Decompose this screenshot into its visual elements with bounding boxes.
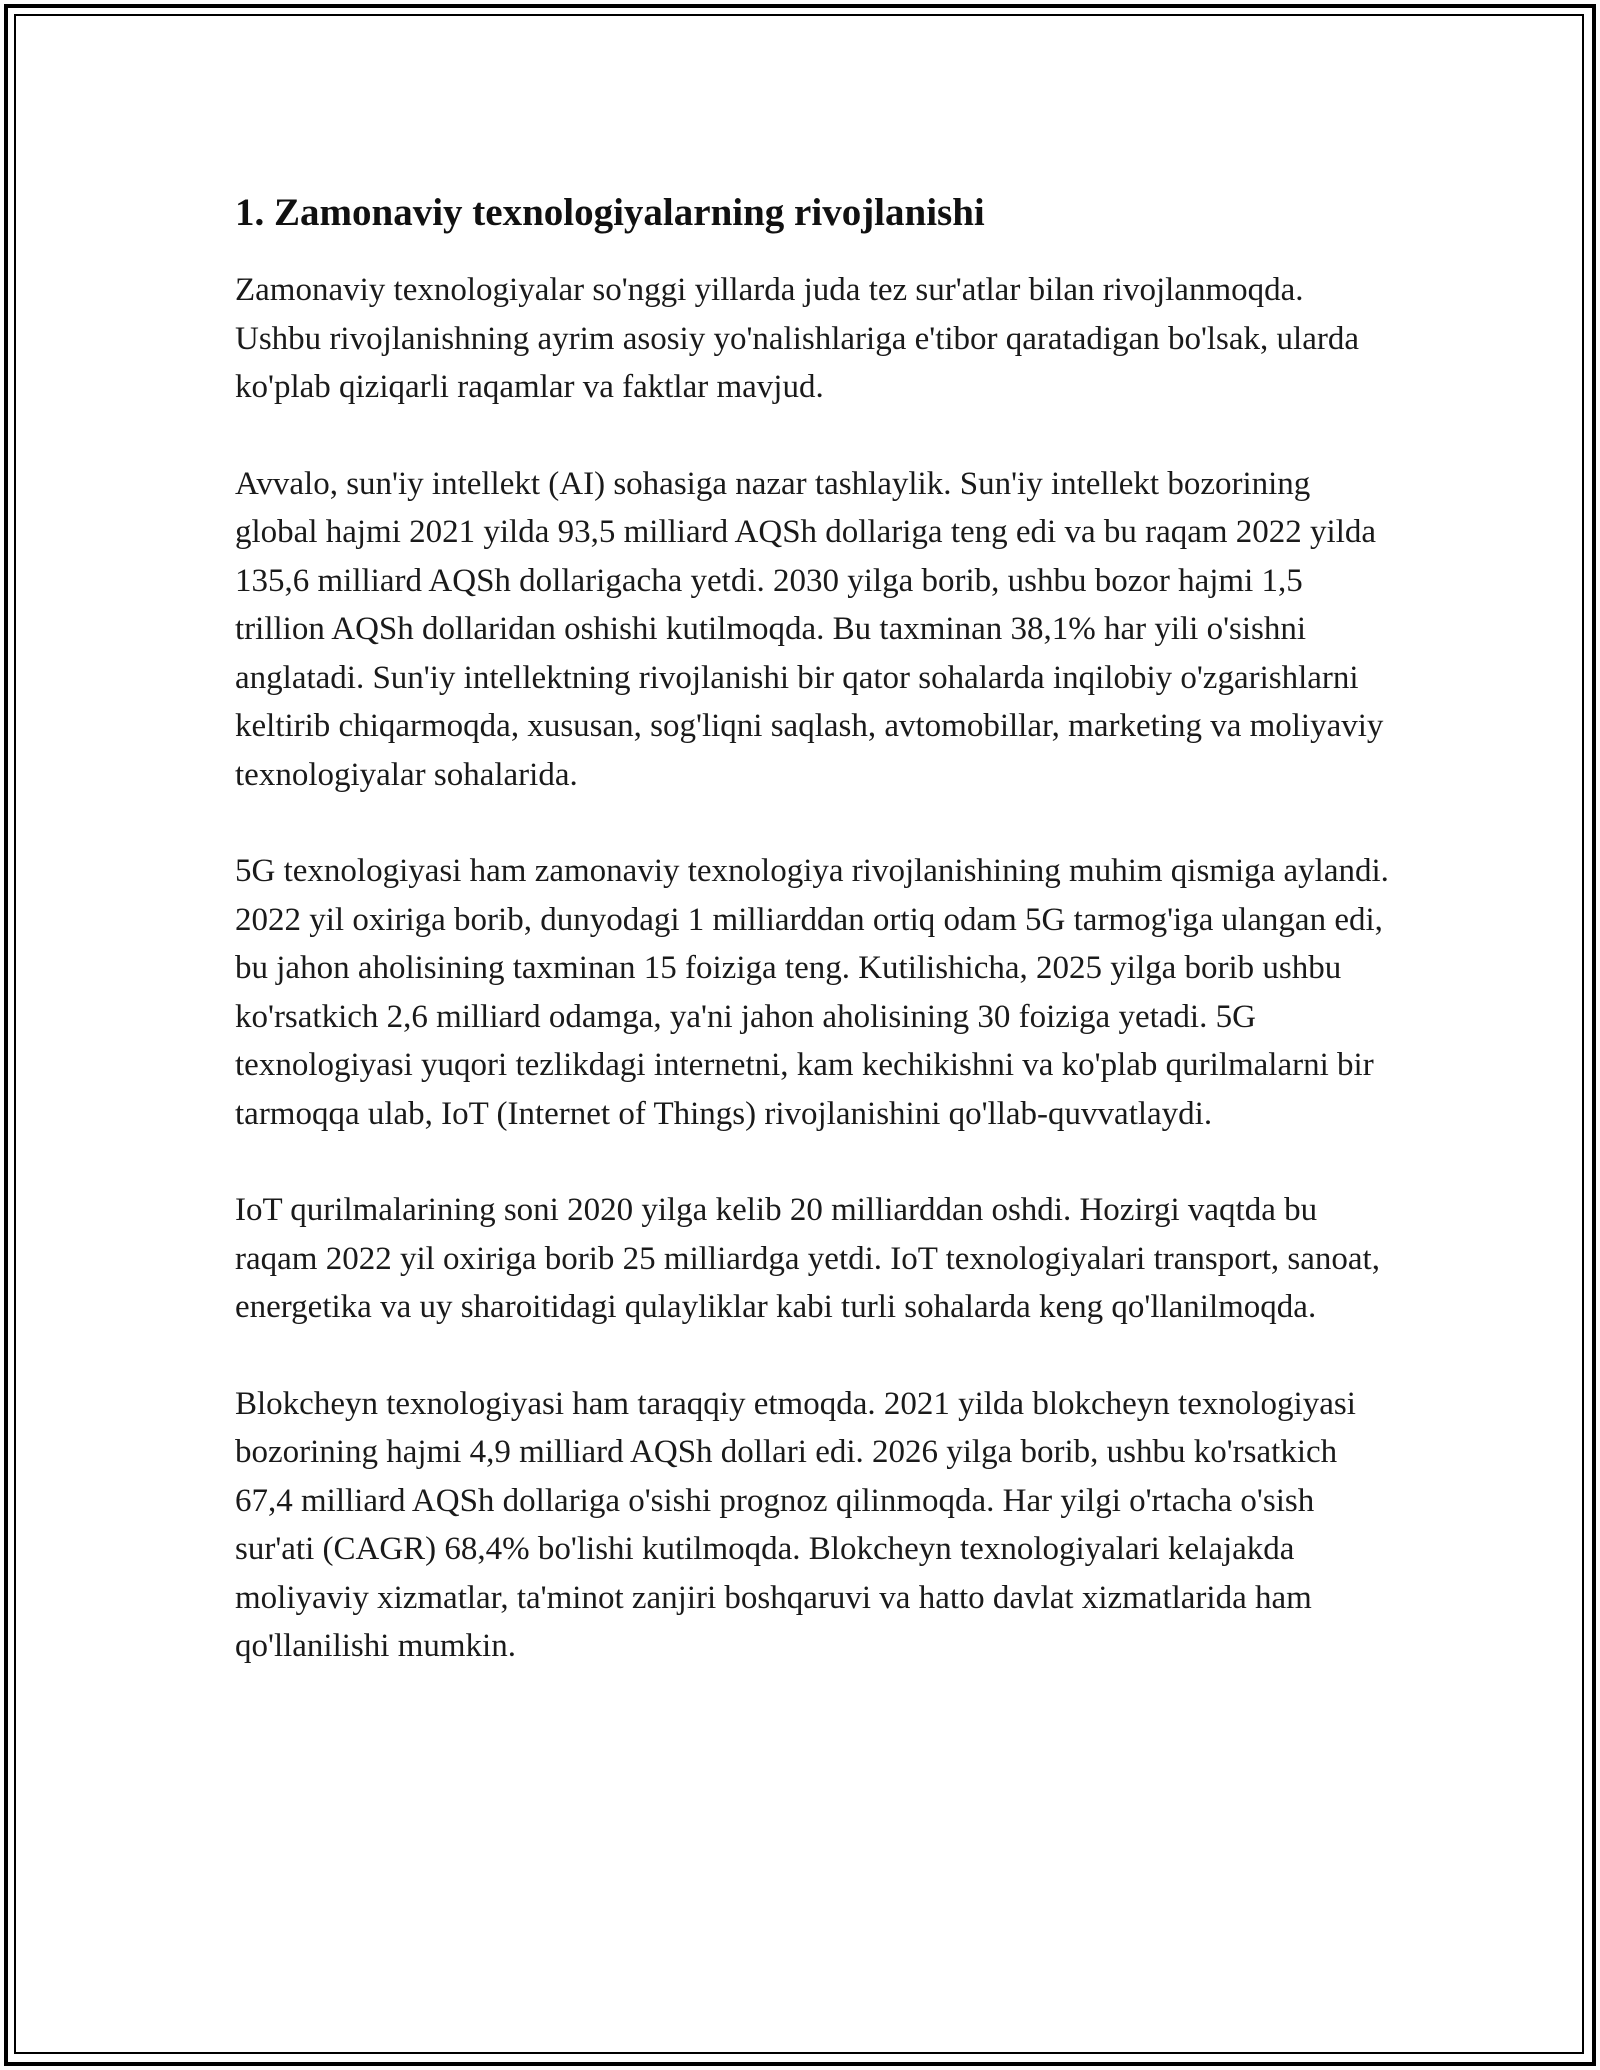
paragraph-intro: Zamonaviy texnologiyalar so'nggi yillarda juda tez sur'atlar bilan rivojlanmoqda. Ushbu rivojlanishning ayrim asosiy yo'nalishlariga e'tibor qaratadigan bo'lsak, ularda ko'plab qiziqarli raqamlar va faktlar mavjud. — [235, 272, 1359, 405]
paragraph-blockchain: Blokcheyn texnologiyasi ham taraqqiy etmoqda. 2021 yilda blokcheyn texnologiyasi bozorining hajmi 4,9 milliard AQSh dollari edi. 2026 yilga borib, ushbu ko'rsatkich 67,4 milliard AQSh dollariga o'sishi prognoz qilinmoqda. Har yilgi o'rtacha o'sish sur'ati (CAGR) 68,4% bo'lishi kutilmoqda. Blokcheyn texnologiyalari kelajakda moliyaviy xizmatlar, ta'minot zanjiri boshqaruvi va hatto davlat xizmatlarida ham qo'llanilishi mumkin. — [235, 1385, 1356, 1664]
paragraph-5g: 5G texnologiyasi ham zamonaviy texnologiya rivojlanishining muhim qismiga aylandi. 2022 yil oxiriga borib, dunyodagi 1 milliarddan ortiq odam 5G tarmog'iga ulangan edi, bu jahon aholisining taxminan 15 foiziga teng. Kutilishicha, 2025 yilga borib ushbu ko'rsatkich 2,6 milliard odamga, ya'ni jahon aholisining 30 foiziga yetadi. 5G texnologiyasi yuqori tezlikdagi internetni, kam kechikishni va ko'plab qurilmalarni bir tarmoqqa ulab, IoT (Internet of Things) rivojlanishini qo'llab-quvvatlaydi. — [235, 853, 1389, 1132]
paragraph-iot: IoT qurilmalarining soni 2020 yilga kelib 20 milliarddan oshdi. Hozirgi vaqtda bu raqam 2022 yil oxiriga borib 25 milliardga yetdi. IoT texnologiyalari transport, sanoat, energetika va uy sharoitidagi qulayliklar kabi turli sohalarda keng qo'llanilmoqda. — [235, 1192, 1380, 1325]
section-title: 1. Zamonaviy texnologiyalarning rivojlanishi — [235, 191, 985, 234]
document-body — [235, 185, 1390, 1719]
paragraph-ai: Avvalo, sun'iy intellekt (AI) sohasiga nazar tashlaylik. Sun'iy intellekt bozorining global hajmi 2021 yilda 93,5 milliard AQSh dollariga teng edi va bu raqam 2022 yilda 135,6 milliard AQSh dollarigacha yetdi. 2030 yilga borib, ushbu bozor hajmi 1,5 trillion AQSh dollaridan oshishi kutilmoqda. Bu taxminan 38,1% har yili o'sishni anglatadi. Sun'iy intellektning rivojlanishi bir qator sohalarda inqilobiy o'zgarishlarni keltirib chiqarmoqda, xususan, sog'liqni saqlash, avtomobillar, marketing va moliyaviy texnologiyalar sohalarida. — [235, 465, 1384, 793]
